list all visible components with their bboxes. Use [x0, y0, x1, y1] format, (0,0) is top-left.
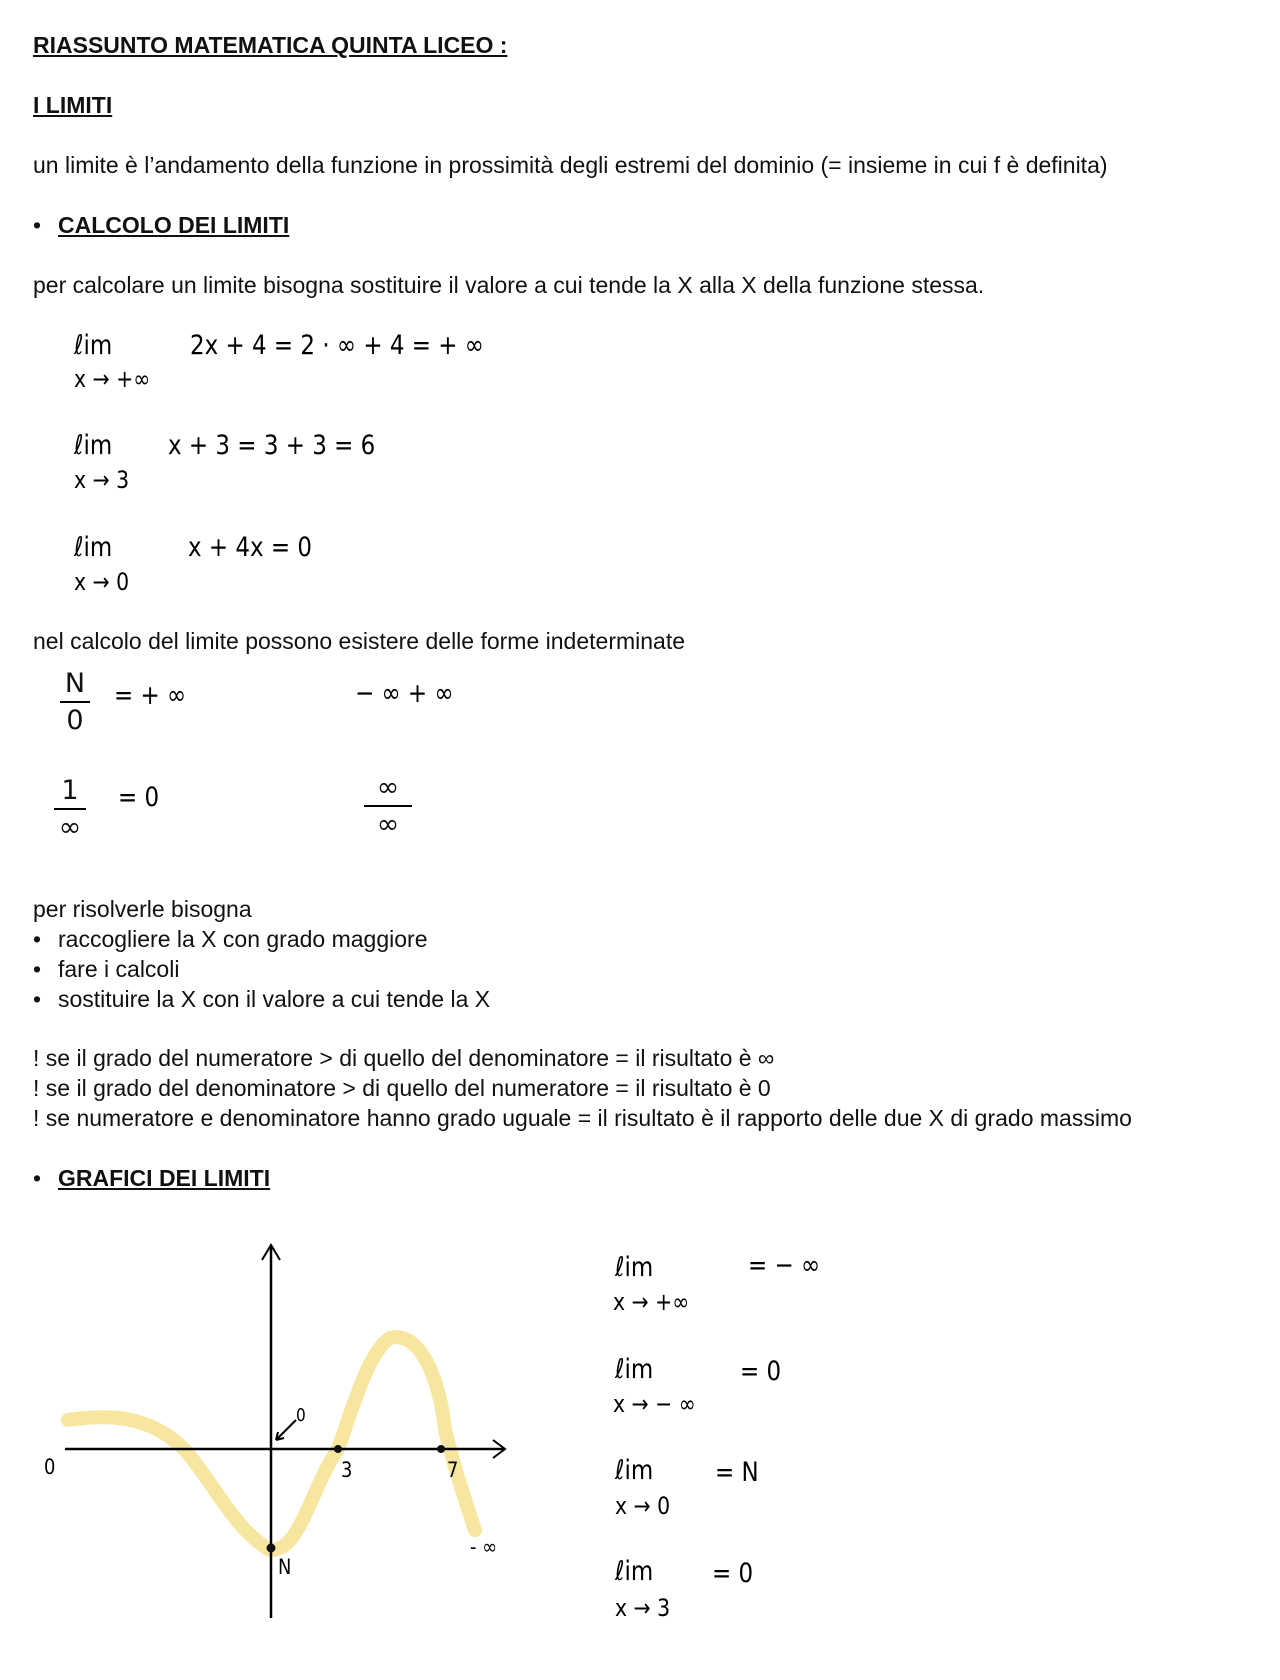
denominator: 0 — [66, 705, 84, 736]
document-title: RIASSUNTO MATEMATICA QUINTA LICEO : — [33, 32, 508, 58]
graph-label-7: 7 — [447, 1458, 459, 1482]
graph-label-left: 0 — [44, 1455, 56, 1479]
lim-subscript: x → − ∞ — [613, 1390, 696, 1418]
form-result: = + ∞ — [114, 680, 187, 711]
denominator: ∞ — [58, 812, 82, 843]
subsection-heading: CALCOLO DEI LIMITI — [58, 212, 290, 238]
lim-result: = − ∞ — [748, 1250, 821, 1281]
bullet: • — [33, 926, 42, 952]
lim-label: ℓim — [615, 1556, 654, 1587]
paragraph: per risolverle bisogna — [33, 896, 252, 922]
lim-subscript: x → +∞ — [74, 365, 151, 393]
lim-subscript: x → +∞ — [613, 1288, 690, 1316]
rule-line: ! se il grado del denominatore > di quello del numeratore = il risultato è 0 — [33, 1075, 771, 1101]
graph-label-3: 3 — [341, 1458, 353, 1482]
lim-result: = 0 — [740, 1356, 782, 1387]
rule-line: ! se il grado del numeratore > di quello del denominatore = il risultato è ∞ — [33, 1045, 775, 1071]
lim-subscript: x → 3 — [74, 466, 130, 494]
lim-expression: x + 3 = 3 + 3 = 6 — [168, 430, 376, 461]
numerator: N — [64, 668, 86, 699]
list-item: raccogliere la X con grado maggiore — [58, 926, 428, 952]
bullet: • — [33, 956, 42, 982]
lim-subscript: x → 0 — [615, 1492, 671, 1520]
list-item: fare i calcoli — [58, 956, 180, 982]
point-7 — [437, 1445, 445, 1453]
graph-label-N: N — [278, 1555, 292, 1579]
lim-result: = 0 — [712, 1558, 754, 1589]
subsection-heading: GRAFICI DEI LIMITI — [58, 1165, 271, 1191]
paragraph: per calcolare un limite bisogna sostituire il valore a cui tende la X alla X della funzione stessa. — [33, 272, 985, 298]
lim-subscript: x → 3 — [615, 1594, 671, 1622]
lim-label: ℓim — [615, 1455, 654, 1486]
arrow-icon — [276, 1420, 296, 1440]
paragraph: nel calcolo del limite possono esistere delle forme indeterminate — [33, 628, 686, 654]
definition-text: un limite è l’andamento della funzione in prossimità degli estremi del dominio (= insieme in cui f è definita) — [33, 152, 1108, 178]
lim-subscript: x → 0 — [74, 568, 130, 596]
lim-result: = N — [715, 1457, 759, 1488]
graph-label-minus-infinity: - ∞ — [470, 1535, 497, 1559]
lim-expression: 2x + 4 = 2 · ∞ + 4 = + ∞ — [190, 330, 484, 361]
list-item: sostituire la X con il valore a cui tende la X — [58, 986, 491, 1012]
graph-label-origin: 0 — [296, 1405, 306, 1426]
lim-label: ℓim — [74, 430, 113, 461]
indeterminate-fraction — [364, 772, 412, 840]
lim-label: ℓim — [615, 1354, 654, 1385]
fraction — [54, 775, 86, 843]
point-3 — [334, 1445, 342, 1453]
point-N — [267, 1544, 276, 1553]
lim-label: ℓim — [615, 1252, 654, 1283]
numerator: ∞ — [376, 772, 400, 803]
bullet: • — [33, 1165, 42, 1191]
indeterminate-form: − ∞ + ∞ — [355, 678, 454, 709]
form-result: = 0 — [118, 782, 160, 813]
rule-line: ! se numeratore e denominatore hanno grado uguale = il risultato è il rapporto delle due X di grado massimo — [33, 1105, 1132, 1131]
lim-label: ℓim — [74, 330, 113, 361]
numerator: 1 — [61, 775, 79, 806]
denominator: ∞ — [376, 809, 400, 840]
lim-label: ℓim — [74, 532, 113, 563]
lim-expression: x + 4x = 0 — [188, 532, 313, 563]
section-heading: I LIMITI — [33, 92, 113, 118]
fraction — [60, 668, 90, 736]
bullet: • — [33, 212, 42, 238]
bullet: • — [33, 986, 42, 1012]
